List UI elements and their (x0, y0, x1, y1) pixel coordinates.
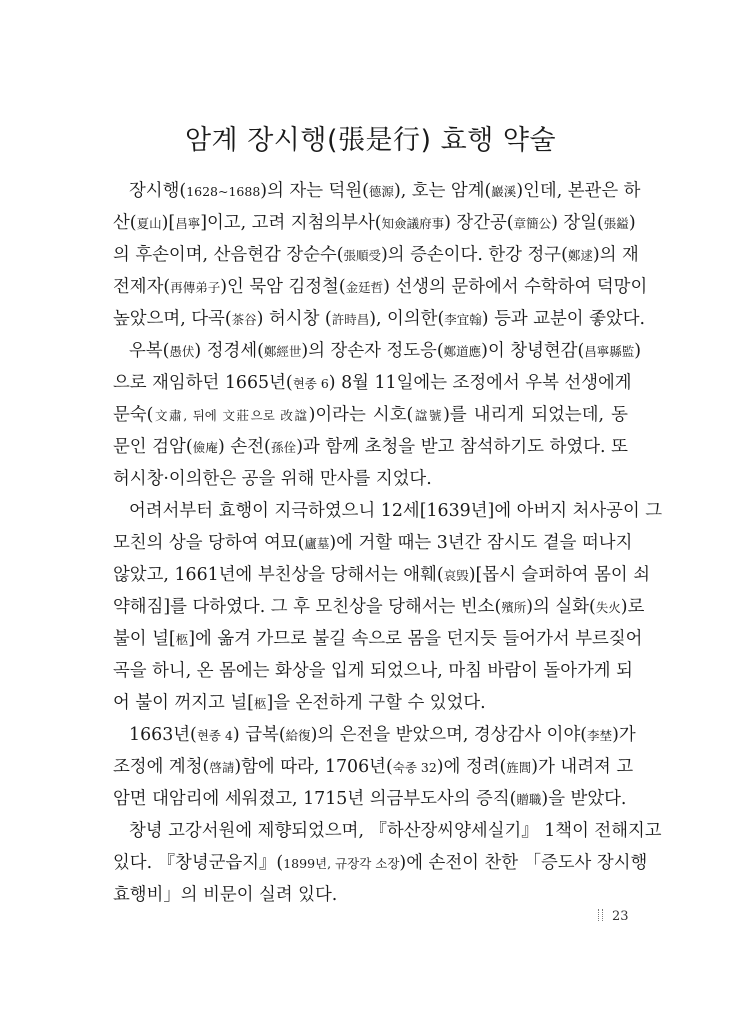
text-line: 불이 널[柩]에 옮겨 가므로 불길 속으로 몸을 던지듯 들어가서 부르짖어 (113, 629, 643, 649)
text-line: 전제자(再傳弟子)인 묵암 김정철(金廷哲) 선생의 문하에서 수학하여 덕망이 (113, 277, 648, 297)
text-line: 않았고, 1661년에 부친상을 당해서는 애훼(哀毁)[몹시 슬퍼하여 몸이 쇠 (113, 565, 651, 585)
text-line: 어 불이 꺼지고 널[柩]을 온전하게 구할 수 있었다. (113, 693, 486, 713)
text-line: 허시창·이의한은 공을 위해 만사를 지었다. (113, 469, 432, 489)
text-line: 우복(愚伏) 정경세(鄭經世)의 장손자 정도응(鄭道應)이 창녕현감(昌寧縣監) (129, 341, 642, 361)
text-line: 의 후손이며, 산음현감 장순수(張順受)의 증손이다. 한강 정구(鄭逑)의 재 (113, 245, 639, 265)
text-line: 1663년(현종 4) 급복(給復)의 은전을 받았으며, 경상감사 이야(李埜)가 (129, 725, 636, 745)
text-line: 어려서부터 효행이 지극하였으니 12세[1639년]에 아버지 처사공이 그 (129, 501, 663, 521)
text-line: 높았으며, 다곡(茶谷) 허시창 (許時昌), 이의한(李宜翰) 등과 교분이 좋았다. (113, 309, 646, 329)
text-line: 문숙(文肅, 뒤에 文莊으로 改諡)이라는 시호(諡號)를 내리게 되었는데, 동 (113, 405, 628, 425)
page-number: 23 (612, 909, 629, 924)
text-line: 약해짐]를 다하였다. 그 후 모친상을 당해서는 빈소(殯所)의 실화(失火)로 (113, 597, 645, 617)
text-line: 곡을 하니, 온 몸에는 화상을 입게 되었으나, 마침 바람이 돌아가게 되 (113, 661, 633, 681)
page-footer (598, 909, 629, 924)
text-line: 효행비」의 비문이 실려 있다. (113, 885, 338, 905)
text-line: 조정에 계청(啓請)함에 따라, 1706년(숙종 32)에 정려(旌閭)가 내려져 고 (113, 757, 634, 777)
text-line: 으로 재임하던 1665년(현종 6) 8월 11일에는 조정에서 우복 선생에게 (113, 373, 632, 393)
page-title: 암계 장시행(張是行) 효행 약술 (184, 125, 557, 156)
text-line: 암면 대암리에 세워졌고, 1715년 의금부도사의 증직(贈職)을 받았다. (113, 789, 627, 809)
text-line: 창녕 고강서원에 제향되었으며, 『하산장씨양세실기』 1책이 전해지고 (129, 821, 662, 841)
text-line: 있다. 『창녕군읍지』(1899년, 규장각 소장)에 손전이 찬한 「증도사 장시행 (113, 853, 648, 873)
text-line: 모친의 상을 당하여 여묘(廬墓)에 거할 때는 3년간 잠시도 곁을 떠나지 (113, 533, 633, 553)
text-line: 장시행(1628~1688)의 자는 덕원(德源), 호는 암계(巖溪)인데, 본관은 하 (129, 181, 641, 201)
text-line: 문인 검암(儉庵) 손전(孫佺)과 함께 초청을 받고 참석하기도 하였다. 또 (113, 437, 628, 457)
folio-ornament-icon (598, 909, 603, 921)
text-line: 산(夏山)[昌寧]이고, 고려 지첨의부사(知僉議府事) 장간공(章簡公) 장일(張鎰) (113, 213, 636, 233)
body-text (113, 175, 663, 911)
